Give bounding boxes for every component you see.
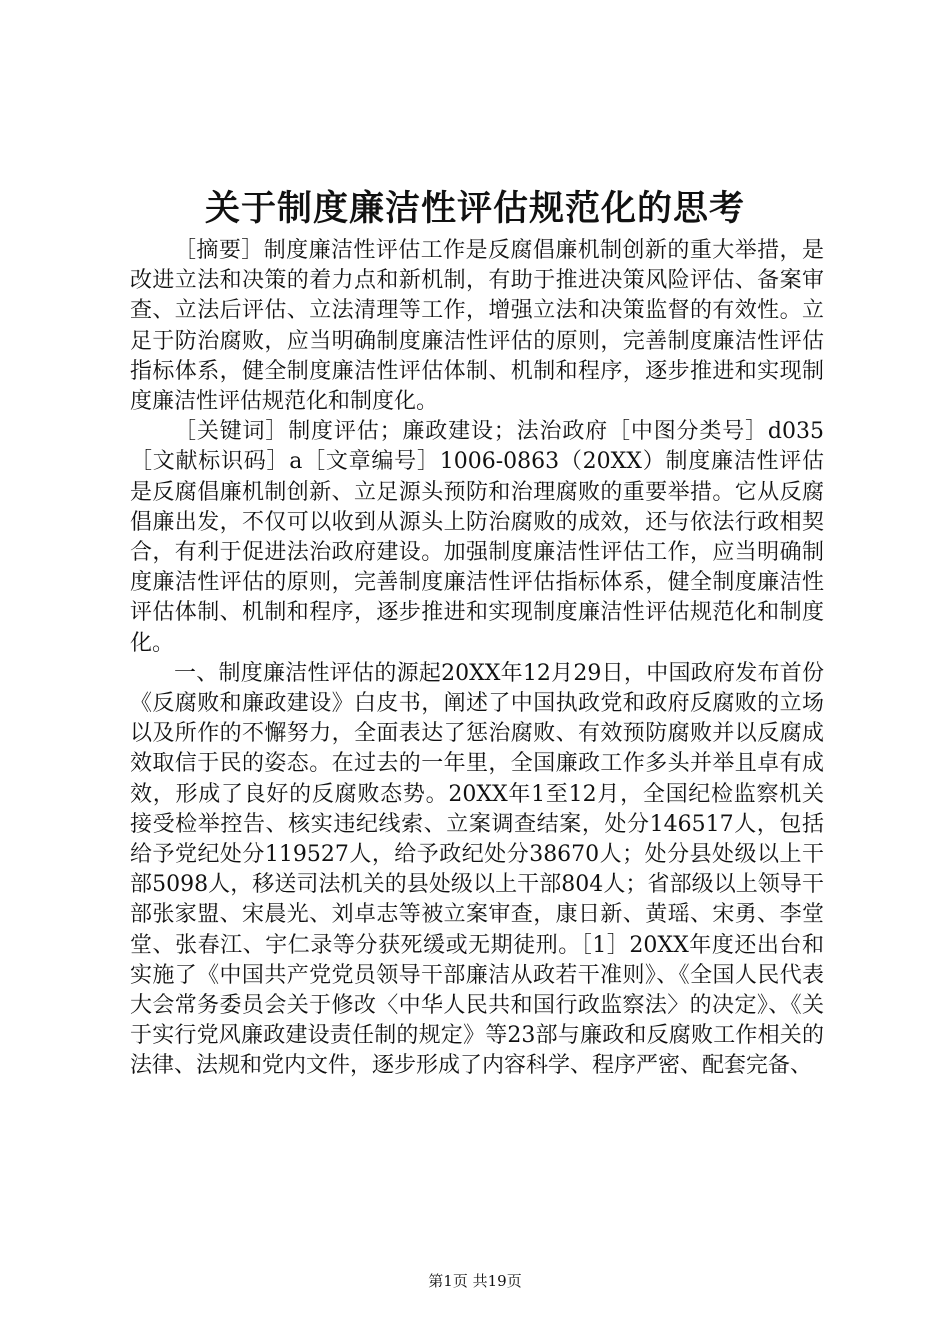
section-one-paragraph: 一、制度廉洁性评估的源起20XX年12月29日，中国政府发布首份《反腐败和廉政建设》白皮书，阐述了中国执政党和政府反腐败的立场以及所作的不懈努力，全面表达了惩治腐败、有效预防腐败并以反腐成效取信于民的姿态。在过去的一年里，全国廉政工作多头并举且卓有成效，形成了良好的反腐败态势。20XX年1至12月，全国纪检监察机关接受检举控告、核实违纪线索、立案调查结案，处分146517人，包括给予党纪处分119527人，给予政纪处分38670人；处分县处级以上干部5098人，移送司法机关的县处级以上干部804人；省部级以上领导干部张家盟、宋晨光、刘卓志等被立案审查，康日新、黄瑶、宋勇、李堂堂、张春江、宇仁录等分获死缓或无期徒刑。［1］20XX年度还出台和实施了《中国共产党党员领导干部廉洁从政若干准则》、《全国人民代表大会常务委员会关于修改〈中华人民共和国行政监察法〉的决定》、《关于实行党风廉政建设责任制的规定》等23部与廉政和反腐败工作相关的法律、法规和党内文件，逐步形成了内容科学、程序严密、配套完备、 xyxy=(130,660,824,1079)
document-title: 关于制度廉洁性评估规范化的思考 xyxy=(204,188,745,229)
keywords-paragraph: ［关键词］制度评估；廉政建设；法治政府［中图分类号］d035［文献标识码］a［文章编号］1006-0863（20XX）制度廉洁性评估是反腐倡廉机制创新、立足源头预防和治理腐败的重要举措。它从反腐倡廉出发，不仅可以收到从源头上防治腐败的成效，还与依法行政相契合，有利于促进法治政府建设。加强制度廉洁性评估工作，应当明确制度廉洁性评估的原则，完善制度廉洁性评估指标体系，健全制度廉洁性评估体制、机制和程序，逐步推进和实现制度廉洁性评估规范化和制度化。 xyxy=(130,419,824,656)
abstract-paragraph: ［摘要］制度廉洁性评估工作是反腐倡廉机制创新的重大举措，是改进立法和决策的着力点和新机制，有助于推进决策风险评估、备案审查、立法后评估、立法清理等工作，增强立法和决策监督的有效性。立足于防治腐败，应当明确制度廉洁性评估的原则，完善制度廉洁性评估指标体系，健全制度廉洁性评估体制、机制和程序，逐步推进和实现制度廉洁性评估规范化和制度化。 xyxy=(130,238,824,415)
page-footer: 第1页 共19页 xyxy=(428,1272,522,1290)
document-body xyxy=(130,236,824,1082)
